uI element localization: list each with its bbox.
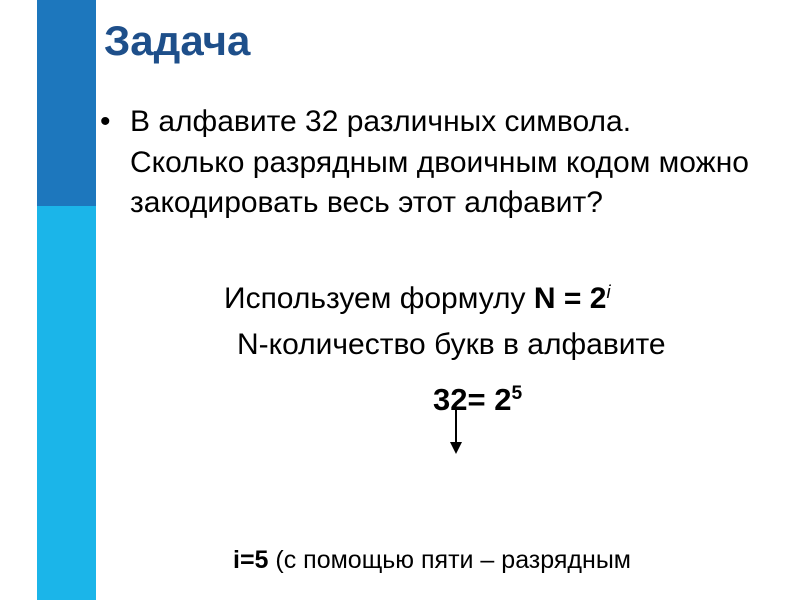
equation-exponent: 5 <box>511 383 523 405</box>
formula-line <box>224 281 611 320</box>
result-line <box>233 544 631 576</box>
bullet-icon: • <box>100 105 111 138</box>
formula-prefix: Используем формулу <box>224 282 526 315</box>
formula-lhs: N = 2 <box>533 282 607 315</box>
task-question: В алфавите 32 различных символа. Сколько разрядным двоичным кодом можно закодировать весь этот алфавит? <box>130 105 749 219</box>
accent-bar-top <box>37 0 96 206</box>
n-definition: N-количество букв в алфавите <box>237 328 666 361</box>
slide-title: Задача <box>104 17 251 64</box>
result-text: (с помощью пяти – разрядным <box>275 546 631 574</box>
equation-lhs: 32= 2 <box>433 382 512 417</box>
result-value: i=5 <box>233 546 269 574</box>
down-arrow-icon <box>446 410 466 455</box>
formula-exponent: i <box>606 280 611 302</box>
accent-bar-bottom <box>37 206 96 600</box>
